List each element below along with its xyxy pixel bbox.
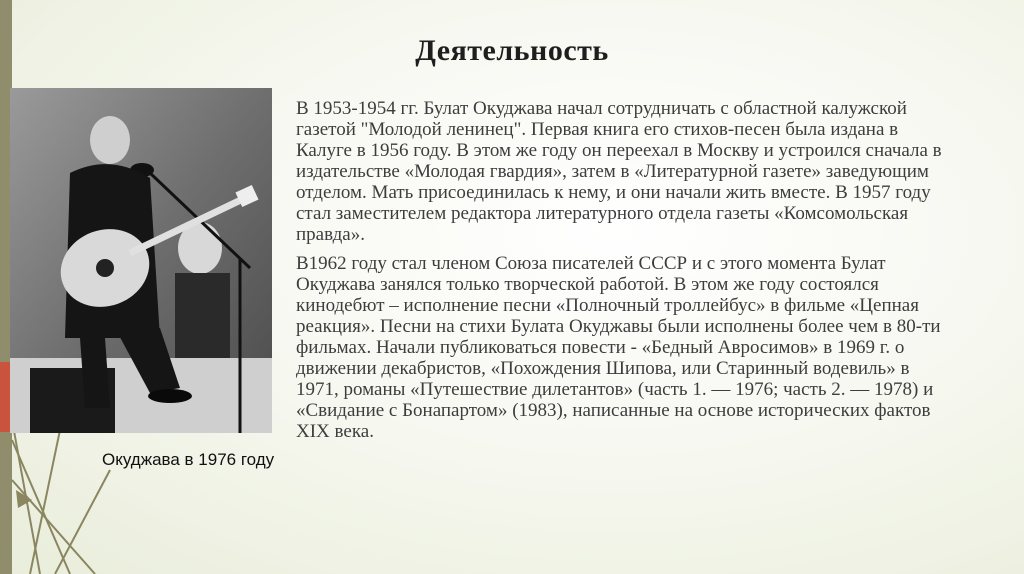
paragraph-2: В1962 году стал членом Союза писателей СССР и с этого момента Булат Окуджава занялся только творческой работой. В этом же году состоялся кинодебют – исполнение песни «Полночный троллейбус» в фильме «Цепная реакция». Песни на стихи Булата Окуджавы были исполнены более чем в 80-ти фильмах. Начали публиковаться повести - «Бедный Авросимов» в 1969 г. о движении декабристов, «Похождения Шипова, или Старинный водевиль» в 1971, романы «Путешествие дилетантов» (часть 1. — 1976; часть 2. — 1978) и «Свидание с Бонапартом» (1983), написанные на основе исторических фактов XIX века. (296, 253, 941, 442)
body-text (296, 98, 1024, 450)
slide-title: Деятельность (415, 34, 609, 67)
portrait-photo (10, 88, 272, 433)
paragraph-1: В 1953-1954 гг. Булат Окуджава начал сотрудничать с областной калужской газетой "Молодой ленинец". Первая книга его стихов-песен была издана в Калуге в 1956 году. В этом же году он переехал в Москву и устроился сначала в издательстве «Молодая гвардия», затем в «Литературной газете» заведующим отделом. Мать присоединилась к нему, и они начали жить вместе. В 1957 году стал заместителем редактора литературного отдела газеты «Комсомольская правда». (296, 98, 942, 245)
photo-caption: Окуджава в 1976 году (102, 450, 275, 469)
